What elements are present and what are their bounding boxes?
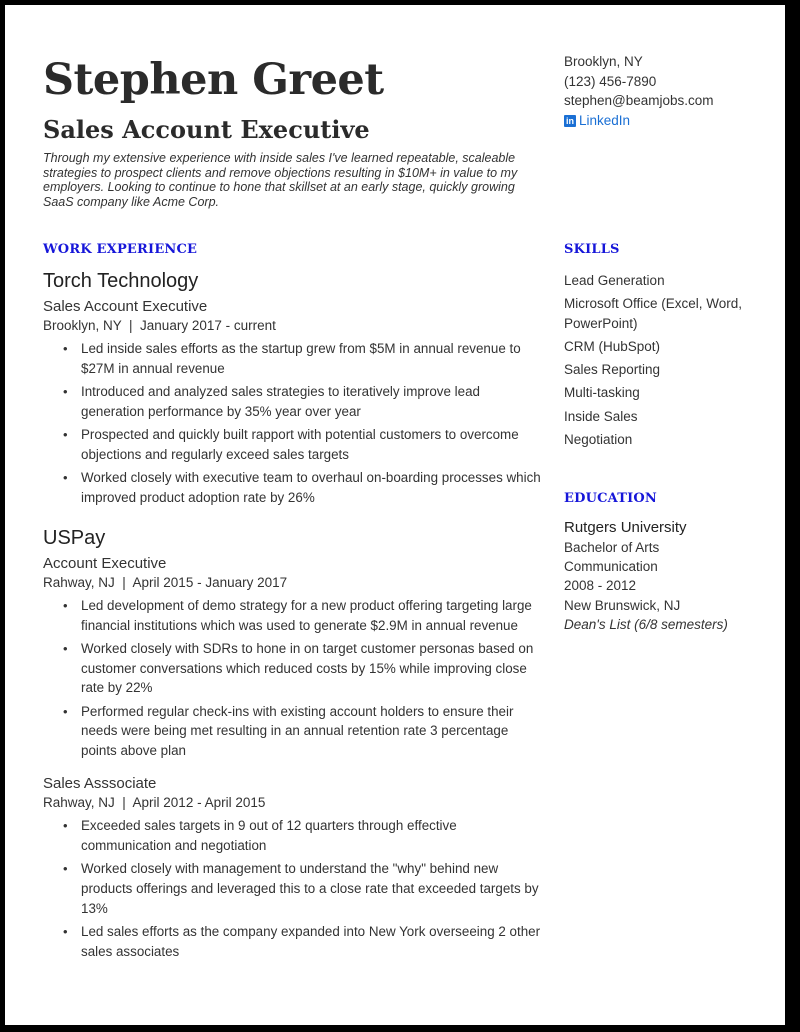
bullet-item: • Prospected and quickly built rapport with potential customers to overcome objections and regularly exceed sales targets [81,425,543,464]
skills-list [564,271,764,453]
skill-item: Lead Generation [564,273,665,288]
summary: Through my extensive experience with inside sales I've learned repeatable, scaleable strategies to prospect clients and remove objections resulting in $10M+ in value to my employers. Looking to continue to hone that skillset at an early stage, quickly growing SaaS company like Acme Corp. [43,151,518,209]
bullet-item: • Worked closely with management to understand the "why" behind new products offerings and leveraged this to a close rate that exceeded targets by 13% [81,859,543,918]
contact-phone: (123) 456-7890 [564,73,657,89]
job-bullets [43,596,543,760]
linkedin-label: LinkedIn [579,112,631,128]
skill-item: Sales Reporting [564,362,661,378]
job-entry [43,774,543,961]
skill-item: CRM (HubSpot) [564,338,661,354]
skill-item: Multi-tasking [564,385,640,401]
degree: Bachelor of Arts [564,540,660,555]
work-experience [43,270,543,973]
company-name: Torch Technology [43,270,199,292]
candidate-title: Sales Account Executive [43,115,370,144]
education-honors: Dean's List (6/8 semesters) [564,616,728,632]
education-dates: 2008 - 2012 [564,578,637,594]
bullet-item: • Led sales efforts as the company expanded into New York overseeing 2 other sales associates [81,922,543,961]
job-meta: Brooklyn, NY | January 2017 - current [43,318,276,333]
linkedin-link[interactable] [564,111,714,131]
bullet-item: • Worked closely with SDRs to hone in on target customer personas based on customer conversations which reduced costs by 15% while improving close rate by 22% [81,639,543,698]
company-name: USPay [43,527,106,550]
bullet-item: • Exceeded sales targets in 9 out of 12 quarters through effective communication and negotiation [81,816,543,855]
section-heading-work-experience: WORK EXPERIENCE [43,242,198,257]
section-heading-skills: SKILLS [564,242,620,257]
section-heading-education: EDUCATION [564,491,658,506]
job-bullets [43,816,543,961]
job-title: Account Executive [43,555,167,573]
bullet-item: • Led inside sales efforts as the startup grew from $5M in annual revenue to $27M in annual revenue [81,339,543,378]
resume-page [5,5,785,1025]
skill-item: Inside Sales [564,408,638,424]
job-bullets [43,339,543,507]
skill-item: Microsoft Office (Excel, Word, PowerPoint) [564,296,743,331]
job-title: Sales Account Executive [43,298,208,315]
bullet-item: • Led development of demo strategy for a new product offering targeting large financial institutions which was used to generate $2.9M in annual revenue [81,596,543,635]
candidate-name: Stephen Greet [43,55,384,105]
contact-info [564,52,714,130]
bullet-item: • Introduced and analyzed sales strategies to iteratively improve lead generation performance by 35% year over year [81,382,543,421]
job-title: Sales Asssociate [43,775,157,793]
education-entry [564,518,774,634]
job-meta: Rahway, NJ | April 2015 - January 2017 [43,575,288,591]
job-entry [43,270,543,507]
school-name: Rutgers University [564,519,687,536]
major: Communication [564,559,658,575]
contact-location: Brooklyn, NY [564,54,643,69]
job-meta: Rahway, NJ | April 2012 - April 2015 [43,795,266,811]
contact-email[interactable]: stephen@beamjobs.com [564,93,714,109]
bullet-item: • Worked closely with executive team to overhaul on-boarding processes which improved product adoption rate by 26% [81,468,543,507]
bullet-item: • Performed regular check-ins with existing account holders to ensure their needs were being met resulting in an annual retention rate 3 percentage points above plan [81,702,543,761]
education-location: New Brunswick, NJ [564,597,681,613]
job-entry [43,527,543,760]
skill-item: Negotiation [564,431,633,447]
linkedin-icon: in [566,115,574,126]
